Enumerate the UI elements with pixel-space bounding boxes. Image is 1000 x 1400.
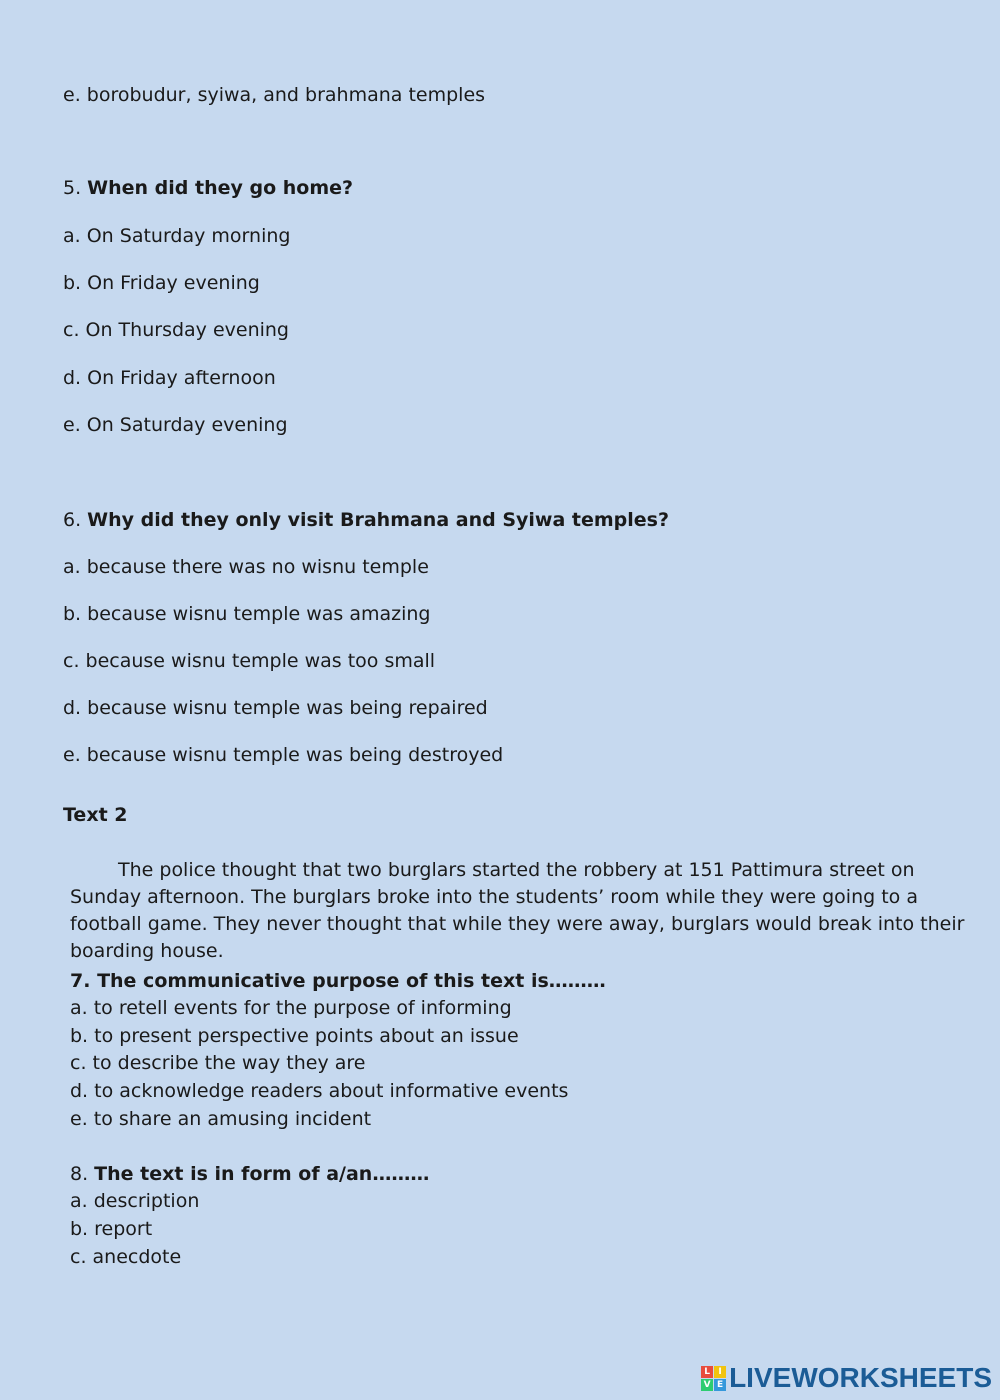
q7-question-text: The communicative purpose of this text is……… bbox=[97, 970, 606, 992]
logo-icon bbox=[701, 1366, 726, 1391]
q5-option-c[interactable]: c. On Thursday evening bbox=[63, 319, 289, 341]
q7-option-d[interactable]: d. to acknowledge readers about informative events bbox=[70, 1080, 569, 1102]
q7-option-b[interactable]: b. to present perspective points about an issue bbox=[70, 1025, 519, 1047]
logo-tile-e: E bbox=[714, 1379, 726, 1391]
q7-option-e[interactable]: e. to share an amusing incident bbox=[70, 1108, 372, 1130]
q7-option-c[interactable]: c. to describe the way they are bbox=[70, 1052, 366, 1074]
logo-tile-v: V bbox=[701, 1379, 713, 1391]
q8-option-a[interactable]: a. description bbox=[70, 1190, 200, 1212]
q6-question bbox=[63, 508, 669, 532]
q5-question bbox=[63, 176, 353, 200]
q5-option-b[interactable]: b. On Friday evening bbox=[63, 272, 260, 294]
q6-option-a[interactable]: a. because there was no wisnu temple bbox=[63, 556, 429, 578]
q4-option-e: e. borobudur, syiwa, and brahmana temples bbox=[63, 84, 486, 106]
q6-question-text: Why did they only visit Brahmana and Syiwa temples? bbox=[87, 509, 670, 531]
q5-number: 5. bbox=[63, 177, 88, 199]
logo-tile-i: I bbox=[714, 1366, 726, 1378]
q5-option-d[interactable]: d. On Friday afternoon bbox=[63, 367, 276, 389]
q8-option-c[interactable]: c. anecdote bbox=[70, 1246, 182, 1268]
q8-question bbox=[70, 1162, 429, 1186]
q5-option-e[interactable]: e. On Saturday evening bbox=[63, 414, 288, 436]
logo-text: LIVEWORKSHEETS bbox=[729, 1362, 992, 1393]
q8-number: 8. bbox=[70, 1163, 95, 1185]
q8-question-text: The text is in form of a/an……… bbox=[94, 1163, 430, 1185]
q6-option-e[interactable]: e. because wisnu temple was being destroyed bbox=[63, 744, 504, 766]
q7-number: 7. bbox=[70, 970, 98, 992]
text2-paragraph-text: The police thought that two burglars started the robbery at 151 Pattimura street on Sunday afternoon. The burglars broke into the students’ room while they were going to a football game. They never thought that while they were away, burglars would break into their boarding house. bbox=[70, 859, 965, 962]
q5-option-a[interactable]: a. On Saturday morning bbox=[63, 225, 291, 247]
liveworksheets-logo bbox=[701, 1362, 992, 1394]
q6-number: 6. bbox=[63, 509, 88, 531]
q6-option-b[interactable]: b. because wisnu temple was amazing bbox=[63, 603, 431, 625]
q5-question-text: When did they go home? bbox=[87, 177, 354, 199]
q6-option-c[interactable]: c. because wisnu temple was too small bbox=[63, 650, 436, 672]
q6-option-d[interactable]: d. because wisnu temple was being repaired bbox=[63, 697, 488, 719]
q7-question bbox=[70, 969, 606, 993]
q7-option-a[interactable]: a. to retell events for the purpose of informing bbox=[70, 997, 512, 1019]
logo-tile-l: L bbox=[701, 1366, 713, 1378]
q8-option-b[interactable]: b. report bbox=[70, 1218, 153, 1240]
text2-paragraph bbox=[70, 857, 975, 965]
text2-heading: Text 2 bbox=[63, 804, 128, 826]
